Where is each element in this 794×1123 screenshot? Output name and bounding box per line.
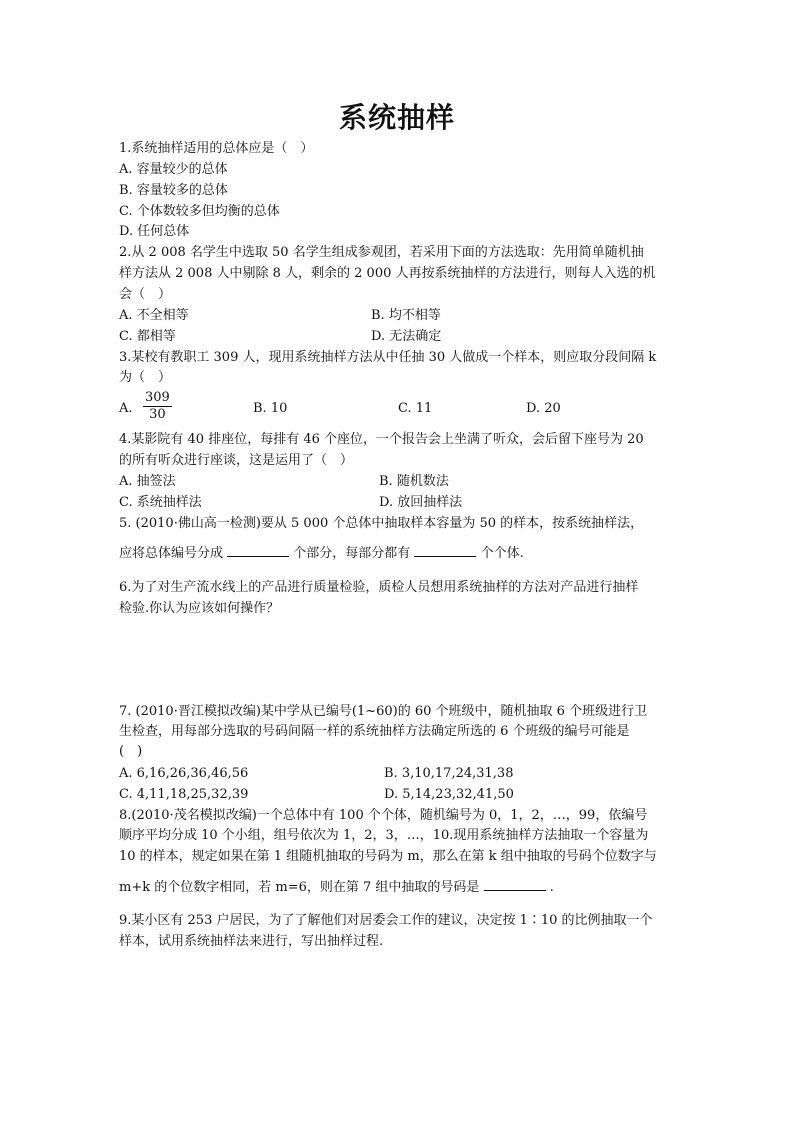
- q8-line-3: 10 的样本，规定如果在第 1 组随机抽取的号码为 m，那么在第 k 组中抽取的号码个位数字与: [119, 849, 657, 864]
- q1-option-d: D. 任何总体: [119, 224, 190, 239]
- fraction-denominator: 30: [149, 407, 166, 422]
- q2-line-3: 会（ ）: [119, 287, 172, 302]
- q4-line-2: 的所有听众进行座谈，这是运用了（ ）: [119, 453, 354, 468]
- q7-line-2: 生检查，用每部分选取的号码间隔一样的系统抽样方法确定所选的 6 个班级的编号可能是: [119, 724, 630, 739]
- q5-text-part-3: 个个体.: [480, 546, 524, 561]
- q8-line-1: 8.(2010·茂名模拟改编)一个总体中有 100 个个体，随机编号为 0，1，2，…，99，依编号: [119, 808, 648, 823]
- q4-option-a: A. 抽签法: [119, 474, 176, 489]
- q3-option-c: C. 11: [398, 401, 433, 416]
- q2-option-d: D. 无法确定: [371, 329, 442, 344]
- q8-answer-blank[interactable]: [484, 876, 546, 891]
- q2-line-2: 样方法从 2 008 人中剔除 8 人，剩余的 2 000 人再按系统抽样的方法进行，则每人入选的机: [119, 266, 656, 281]
- q1-option-b: B. 容量较多的总体: [119, 183, 228, 198]
- q5-text-part-1: 应将总体编号分成: [119, 546, 224, 561]
- page-title: 系统抽样: [338, 101, 455, 134]
- q2-line-1: 2.从 2 008 名学生中选取 50 名学生组成参观团，若采用下面的方法选取：先用简单随机抽: [119, 245, 644, 260]
- q8-line-4: [119, 876, 554, 898]
- q5-answer-blank-1[interactable]: [227, 542, 289, 557]
- q7-line-3: ( ): [119, 744, 143, 759]
- q7-option-b: B. 3,10,17,24,31,38: [384, 766, 514, 781]
- q1-option-c: C. 个体数较多但均衡的总体: [119, 204, 280, 219]
- q7-line-1: 7. (2010·晋江模拟改编)某中学从已编号(1~60)的 60 个班级中，随机抽取 6 个班级进行卫: [119, 704, 648, 719]
- q4-option-d: D. 放回抽样法: [379, 495, 463, 510]
- q4-option-c: C. 系统抽样法: [119, 495, 202, 510]
- q7-option-d: D. 5,14,23,32,41,50: [384, 787, 514, 802]
- q5-line-2: [119, 542, 524, 564]
- q7-option-a: A. 6,16,26,36,46,56: [119, 766, 249, 781]
- q1-stem: 1.系统抽样适用的总体应是（ ）: [119, 141, 314, 156]
- q3-option-a-fraction: [143, 390, 172, 423]
- q3-option-b: B. 10: [253, 401, 288, 416]
- q5-text-part-2: 个部分，每部分都有: [293, 546, 411, 561]
- q5-line-1: 5. (2010·佛山高一检测)要从 5 000 个总体中抽取样本容量为 50 的样本，按系统抽样法，: [119, 516, 644, 531]
- q2-option-b: B. 均不相等: [371, 308, 441, 323]
- fraction-numerator: 309: [145, 390, 170, 405]
- q4-line-1: 4.某影院有 40 排座位，每排有 46 个座位，一个报告会上坐满了听众，会后留下座号为 20: [119, 432, 644, 447]
- q5-answer-blank-2[interactable]: [414, 542, 476, 557]
- q4-option-b: B. 随机数法: [379, 474, 449, 489]
- q3-line-2: 为（ ）: [119, 370, 172, 385]
- q8-line-2: 顺序平均分成 10 个小组，组号依次为 1，2，3，…，10.现用系统抽样方法抽取一个容量为: [119, 828, 649, 843]
- q9-line-2: 样本，试用系统抽样法来进行，写出抽样过程.: [119, 934, 384, 949]
- q3-option-d: D. 20: [526, 401, 561, 416]
- q6-line-2: 检验.你认为应该如何操作？: [119, 601, 280, 616]
- q2-option-a: A. 不全相等: [119, 308, 189, 323]
- q9-line-1: 9.某小区有 253 户居民，为了了解他们对居委会工作的建议，决定按 1∶10 的比例抽取一个: [119, 913, 653, 928]
- q3-line-1: 3.某校有教职工 309 人，现用系统抽样方法从中任抽 30 人做成一个样本，则应取分段间隔 k: [119, 350, 657, 365]
- q1-option-a: A. 容量较少的总体: [119, 162, 228, 177]
- q8-text-part-1: m+k 的个位数字相同，若 m=6，则在第 7 组中抽取的号码是: [119, 880, 480, 895]
- q2-option-c: C. 都相等: [119, 329, 176, 344]
- q7-option-c: C. 4,11,18,25,32,39: [119, 787, 249, 802]
- q6-line-1: 6.为了对生产流水线上的产品进行质量检验，质检人员想用系统抽样的方法对产品进行抽样: [119, 580, 639, 595]
- q8-text-part-2: .: [549, 880, 554, 895]
- q3-option-a-label: A.: [119, 401, 133, 416]
